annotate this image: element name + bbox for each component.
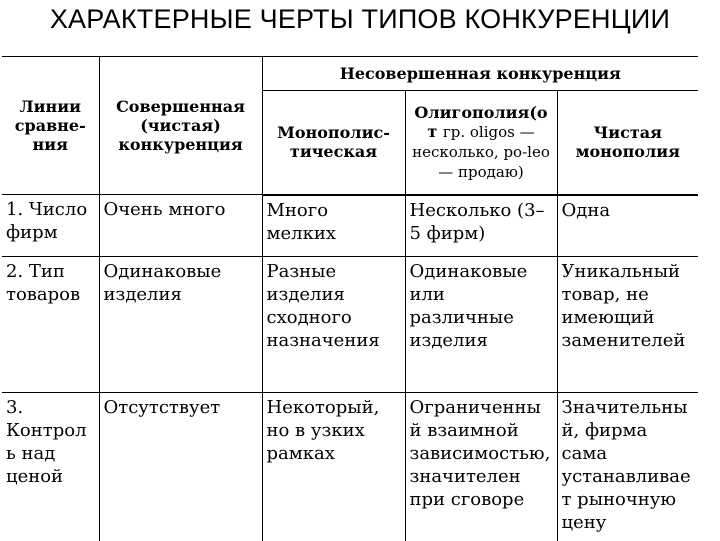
header-imperfect-competition: Несовершенная конкуренция [262, 57, 698, 91]
cell-perfect: Очень много [99, 195, 262, 257]
competition-table [2, 56, 698, 541]
cell-perfect: Одинаковые изделия [99, 257, 262, 393]
cell-oligopoly: Одинаковые или различные изделия [405, 257, 557, 393]
header-perfect-competition: Совершенная (чистая) конкуренция [99, 57, 262, 195]
cell-monopoly: Одна [557, 195, 698, 257]
table-row [2, 257, 698, 393]
row-line-label: 2. Тип товаров [2, 257, 99, 393]
cell-oligopoly: Ограниченный взаимной зависимостью, значителен при сговоре [405, 393, 557, 541]
header-oligopoly [405, 91, 557, 195]
cell-oligopoly: Несколько (3–5 фирм) [405, 195, 557, 257]
header-oligopoly-note: гр. oligos — несколько, po-leo — продаю) [412, 122, 550, 181]
header-pure-monopoly: Чистая монополия [557, 91, 698, 195]
slide-title: ХАРАКТЕРНЫЕ ЧЕРТЫ ТИПОВ КОНКУРЕНЦИИ [49, 4, 671, 34]
cell-perfect: Отсутствует [99, 393, 262, 541]
cell-monopolistic: Разные изделия сходного назначения [262, 257, 405, 393]
cell-monopoly: Значительный, фирма сама устанавливает рыночную цену [557, 393, 698, 541]
row-line-label: 3. Контроль над ценой [2, 393, 99, 541]
table-row [2, 195, 698, 257]
header-row-top [2, 57, 698, 91]
table-row [2, 393, 698, 541]
cell-monopoly: Уникальный товар, не имеющий заменителей [557, 257, 698, 393]
row-line-label: 1. Число фирм [2, 195, 99, 257]
header-monopolistic: Монополис-тическая [262, 91, 405, 195]
header-oligopoly-title: Олигополия(от [414, 102, 548, 141]
header-lines-label: Линии сравне-ния [2, 57, 99, 195]
cell-monopolistic: Некоторый, но в узких рамках [262, 393, 405, 541]
cell-monopolistic: Много мелких [262, 195, 405, 257]
